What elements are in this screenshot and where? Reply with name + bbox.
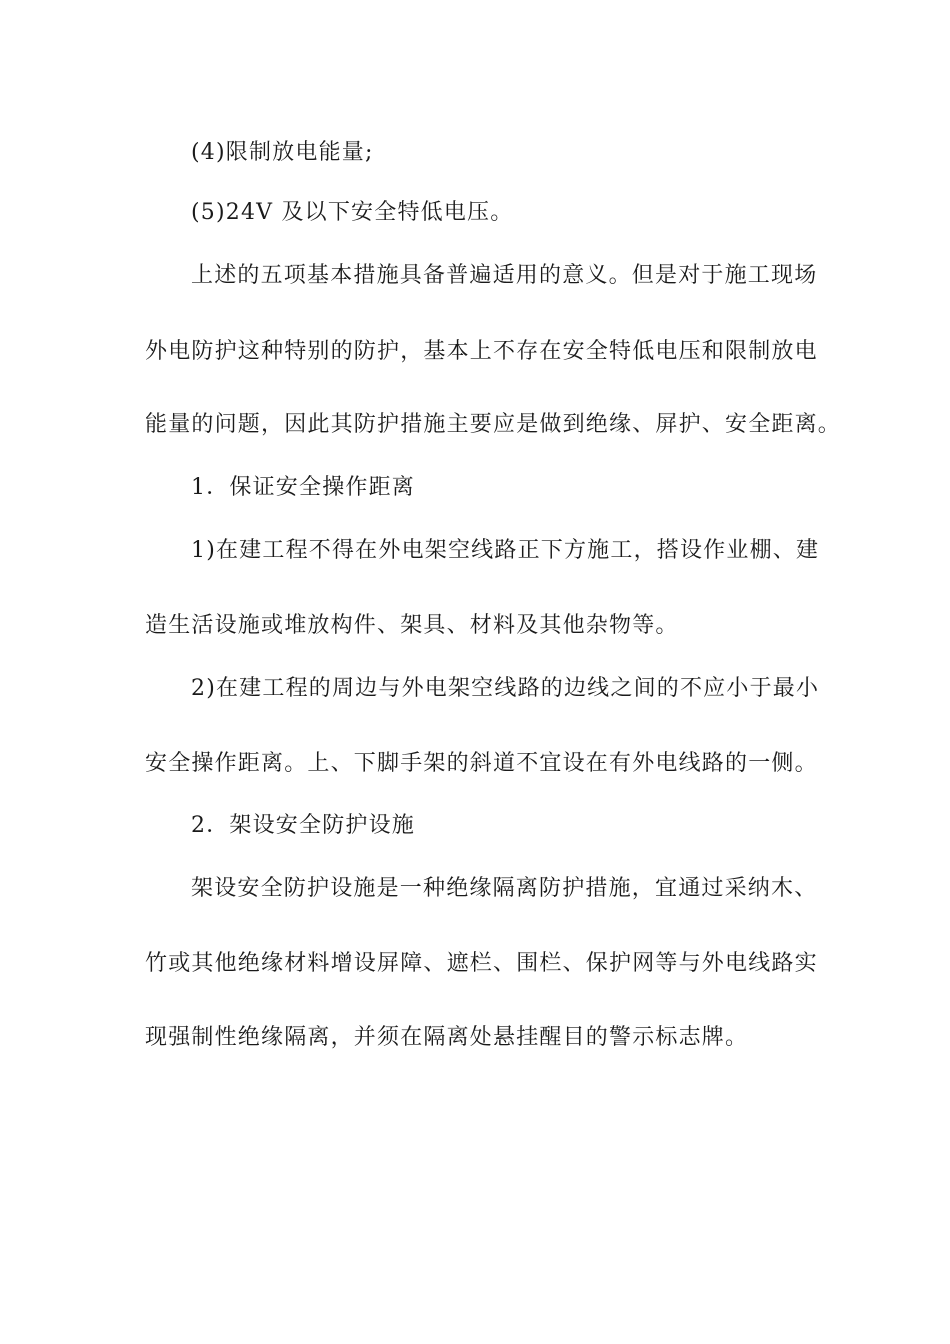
paragraph-line: 造生活设施或堆放构件、架具、材料及其他杂物等。 [145, 613, 679, 638]
paragraph-line: 能量的问题，因此其防护措施主要应是做到绝缘、屏护、安全距离。 [145, 412, 842, 437]
paragraph-line: 现强制性绝缘隔离，并须在隔离处悬挂醒目的警示标志牌。 [145, 1025, 749, 1050]
list-item-5: (5)24V 及以下安全特低电压。 [191, 200, 514, 225]
paragraph-line: 上述的五项基本措施具备普遍适用的意义。但是对于施工现场 [191, 263, 818, 288]
paragraph-line: 2)在建工程的周边与外电架空线路的边线之间的不应小于最小 [191, 676, 820, 701]
list-item-4: (4)限制放电能量; [191, 140, 374, 165]
paragraph-line: 架设安全防护设施是一种绝缘隔离防护措施，宜通过采纳木、 [191, 876, 818, 901]
paragraph-line: 外电防护这种特别的防护，基本上不存在安全特低电压和限制放电 [145, 339, 818, 364]
paragraph-line: 1)在建工程不得在外电架空线路正下方施工，搭设作业棚、建 [191, 538, 820, 563]
section-heading-1: 1．保证安全操作距离 [191, 475, 415, 500]
section-heading-2: 2．架设安全防护设施 [191, 813, 415, 838]
paragraph-line: 安全操作距离。上、下脚手架的斜道不宜设在有外电线路的一侧。 [145, 751, 818, 776]
paragraph-line: 竹或其他绝缘材料增设屏障、遮栏、围栏、保护网等与外电线路实 [145, 951, 818, 976]
